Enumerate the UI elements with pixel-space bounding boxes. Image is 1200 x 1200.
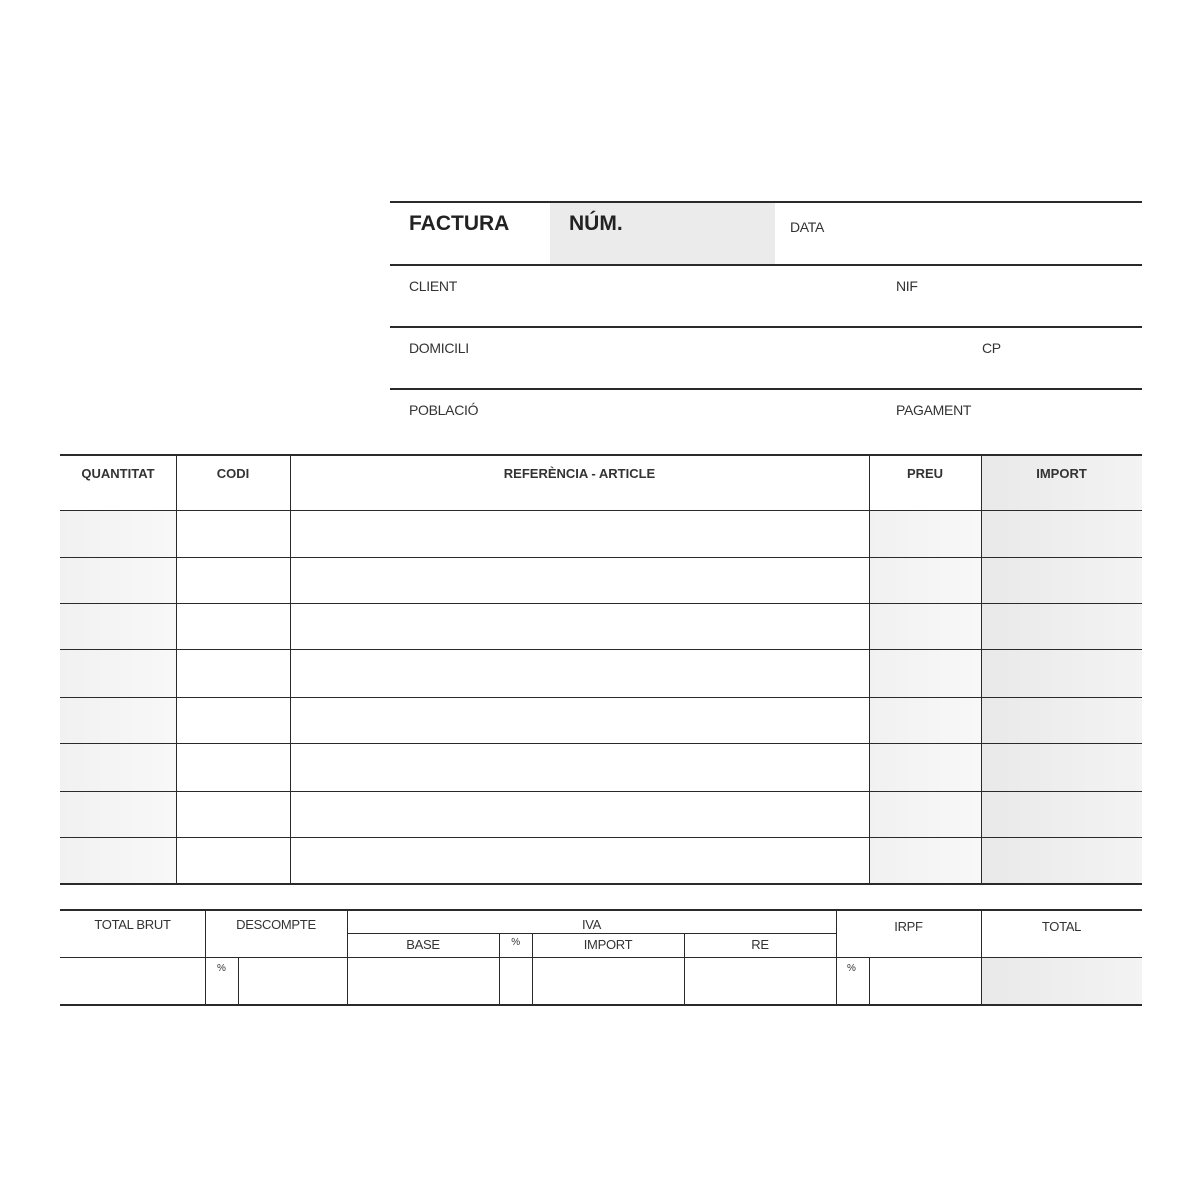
domicili-label: DOMICILI xyxy=(409,340,469,356)
iva-base-label: BASE xyxy=(406,937,440,952)
col-header-import: IMPORT xyxy=(1036,466,1087,481)
items-line-top xyxy=(60,454,1142,456)
descompte-pct-line xyxy=(238,957,239,1005)
items-col-line-4 xyxy=(981,455,982,884)
items-row-line-7 xyxy=(60,837,1142,838)
items-col-line-1 xyxy=(176,455,177,884)
header-line-3 xyxy=(390,326,1142,328)
descompte-label: DESCOMPTE xyxy=(236,917,316,932)
items-col-line-3 xyxy=(869,455,870,884)
irpf-percent-mark: % xyxy=(847,963,856,974)
import-column-shade xyxy=(982,455,1142,884)
poblacio-label: POBLACIÓ xyxy=(409,402,479,418)
items-row-line-3 xyxy=(60,649,1142,650)
nif-label: NIF xyxy=(896,278,918,294)
client-label: CLIENT xyxy=(409,278,457,294)
iva-re-label: RE xyxy=(751,937,769,952)
items-row-line-2 xyxy=(60,603,1142,604)
total-cell-shade xyxy=(982,958,1142,1005)
header-line-top xyxy=(390,201,1142,203)
col-header-quantitat: QUANTITAT xyxy=(81,466,155,481)
items-row-line-4 xyxy=(60,697,1142,698)
descompte-percent-mark: % xyxy=(217,963,226,974)
iva-percent-label: % xyxy=(511,937,520,948)
items-row-line-5 xyxy=(60,743,1142,744)
num-label: NÚM. xyxy=(569,212,623,235)
totals-line-top xyxy=(60,909,1142,911)
iva-sub-line xyxy=(347,933,836,934)
col-header-preu: PREU xyxy=(906,466,944,481)
items-col-line-2 xyxy=(290,455,291,884)
iva-label: IVA xyxy=(581,917,602,932)
iva-import-label: IMPORT xyxy=(583,937,633,952)
total-brut-label: TOTAL BRUT xyxy=(94,917,171,932)
total-label: TOTAL xyxy=(1041,919,1082,934)
items-line-bottom xyxy=(60,883,1142,885)
header-line-2 xyxy=(390,264,1142,266)
totals-header-bottom xyxy=(60,957,1142,958)
irpf-pct-line xyxy=(869,957,870,1005)
col-header-referencia-article: REFERÈNCIA - ARTICLE xyxy=(503,466,656,481)
items-row-line-1 xyxy=(60,557,1142,558)
irpf-label: IRPF xyxy=(894,919,923,934)
header-line-4 xyxy=(390,388,1142,390)
items-row-line-6 xyxy=(60,791,1142,792)
items-header-bottom xyxy=(60,510,1142,511)
totals-line-bottom xyxy=(60,1004,1142,1006)
col-header-codi: CODI xyxy=(216,466,250,481)
cp-label: CP xyxy=(982,340,1001,356)
pagament-label: PAGAMENT xyxy=(896,402,972,418)
data-label: DATA xyxy=(790,219,825,235)
factura-label: FACTURA xyxy=(409,212,510,235)
